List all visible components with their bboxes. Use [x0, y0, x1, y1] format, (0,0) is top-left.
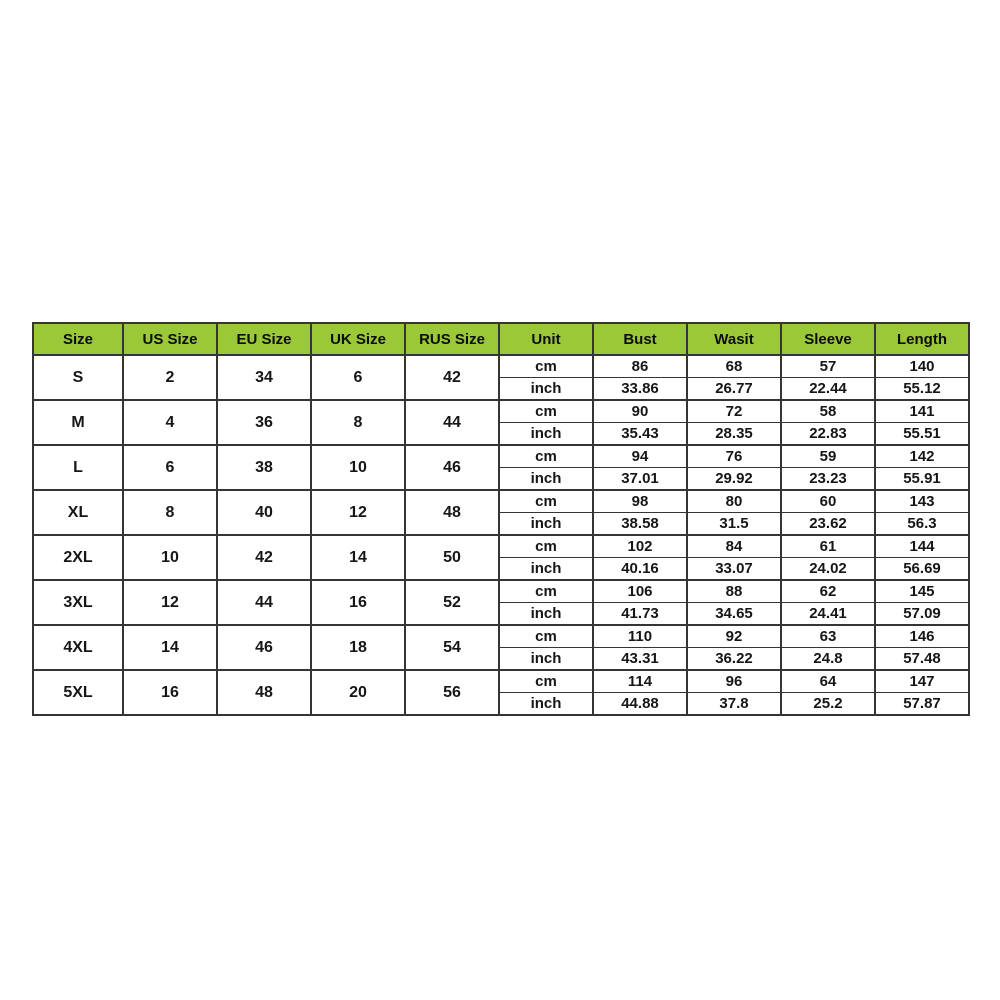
length-cell: 57.87 — [875, 693, 969, 716]
sleeve-cell: 61 — [781, 535, 875, 558]
size-chart-wrapper — [32, 322, 970, 716]
unit-cell: cm — [499, 625, 593, 648]
sleeve-cell: 24.02 — [781, 558, 875, 581]
size-cell: 4XL — [33, 625, 123, 670]
uk-size-cell: 12 — [311, 490, 405, 535]
us-size-cell: 6 — [123, 445, 217, 490]
rus-size-cell: 46 — [405, 445, 499, 490]
length-cell: 55.51 — [875, 423, 969, 446]
bust-cell: 114 — [593, 670, 687, 693]
sleeve-cell: 24.8 — [781, 648, 875, 671]
eu-size-cell: 38 — [217, 445, 311, 490]
col-header-sleeve: Sleeve — [781, 323, 875, 355]
waist-cell: 76 — [687, 445, 781, 468]
waist-cell: 37.8 — [687, 693, 781, 716]
rus-size-cell: 52 — [405, 580, 499, 625]
sleeve-cell: 64 — [781, 670, 875, 693]
length-cell: 141 — [875, 400, 969, 423]
us-size-cell: 16 — [123, 670, 217, 715]
bust-cell: 90 — [593, 400, 687, 423]
length-cell: 145 — [875, 580, 969, 603]
uk-size-cell: 14 — [311, 535, 405, 580]
unit-cell: inch — [499, 423, 593, 446]
uk-size-cell: 10 — [311, 445, 405, 490]
table-row — [33, 400, 969, 423]
size-table-body — [33, 355, 969, 715]
sleeve-cell: 60 — [781, 490, 875, 513]
rus-size-cell: 56 — [405, 670, 499, 715]
waist-cell: 92 — [687, 625, 781, 648]
col-header-uk-size: UK Size — [311, 323, 405, 355]
table-row — [33, 625, 969, 648]
sleeve-cell: 23.23 — [781, 468, 875, 491]
size-chart-table — [32, 322, 970, 716]
waist-cell: 31.5 — [687, 513, 781, 536]
sleeve-cell: 57 — [781, 355, 875, 378]
eu-size-cell: 46 — [217, 625, 311, 670]
unit-cell: inch — [499, 378, 593, 401]
bust-cell: 40.16 — [593, 558, 687, 581]
bust-cell: 43.31 — [593, 648, 687, 671]
size-cell: 5XL — [33, 670, 123, 715]
unit-cell: inch — [499, 648, 593, 671]
us-size-cell: 2 — [123, 355, 217, 400]
eu-size-cell: 36 — [217, 400, 311, 445]
us-size-cell: 10 — [123, 535, 217, 580]
table-row — [33, 355, 969, 378]
rus-size-cell: 54 — [405, 625, 499, 670]
rus-size-cell: 42 — [405, 355, 499, 400]
length-cell: 55.91 — [875, 468, 969, 491]
unit-cell: cm — [499, 580, 593, 603]
unit-cell: inch — [499, 468, 593, 491]
bust-cell: 106 — [593, 580, 687, 603]
length-cell: 140 — [875, 355, 969, 378]
length-cell: 143 — [875, 490, 969, 513]
eu-size-cell: 42 — [217, 535, 311, 580]
bust-cell: 94 — [593, 445, 687, 468]
sleeve-cell: 62 — [781, 580, 875, 603]
unit-cell: cm — [499, 400, 593, 423]
length-cell: 142 — [875, 445, 969, 468]
waist-cell: 29.92 — [687, 468, 781, 491]
unit-cell: cm — [499, 670, 593, 693]
length-cell: 56.69 — [875, 558, 969, 581]
bust-cell: 102 — [593, 535, 687, 558]
unit-cell: inch — [499, 693, 593, 716]
bust-cell: 86 — [593, 355, 687, 378]
waist-cell: 33.07 — [687, 558, 781, 581]
unit-cell: cm — [499, 490, 593, 513]
header-row — [33, 323, 969, 355]
us-size-cell: 12 — [123, 580, 217, 625]
bust-cell: 33.86 — [593, 378, 687, 401]
uk-size-cell: 18 — [311, 625, 405, 670]
eu-size-cell: 44 — [217, 580, 311, 625]
rus-size-cell: 48 — [405, 490, 499, 535]
us-size-cell: 14 — [123, 625, 217, 670]
waist-cell: 88 — [687, 580, 781, 603]
waist-cell: 26.77 — [687, 378, 781, 401]
waist-cell: 96 — [687, 670, 781, 693]
size-cell: 3XL — [33, 580, 123, 625]
waist-cell: 34.65 — [687, 603, 781, 626]
us-size-cell: 4 — [123, 400, 217, 445]
sleeve-cell: 22.44 — [781, 378, 875, 401]
col-header-waist: Wasit — [687, 323, 781, 355]
rus-size-cell: 50 — [405, 535, 499, 580]
waist-cell: 84 — [687, 535, 781, 558]
uk-size-cell: 6 — [311, 355, 405, 400]
table-row — [33, 490, 969, 513]
sleeve-cell: 63 — [781, 625, 875, 648]
sleeve-cell: 23.62 — [781, 513, 875, 536]
unit-cell: inch — [499, 558, 593, 581]
unit-cell: cm — [499, 535, 593, 558]
sleeve-cell: 25.2 — [781, 693, 875, 716]
rus-size-cell: 44 — [405, 400, 499, 445]
col-header-length: Length — [875, 323, 969, 355]
col-header-us-size: US Size — [123, 323, 217, 355]
col-header-rus-size: RUS Size — [405, 323, 499, 355]
bust-cell: 37.01 — [593, 468, 687, 491]
length-cell: 57.09 — [875, 603, 969, 626]
eu-size-cell: 48 — [217, 670, 311, 715]
bust-cell: 38.58 — [593, 513, 687, 536]
unit-cell: cm — [499, 445, 593, 468]
unit-cell: cm — [499, 355, 593, 378]
length-cell: 57.48 — [875, 648, 969, 671]
table-row — [33, 445, 969, 468]
size-cell: 2XL — [33, 535, 123, 580]
sleeve-cell: 24.41 — [781, 603, 875, 626]
eu-size-cell: 34 — [217, 355, 311, 400]
eu-size-cell: 40 — [217, 490, 311, 535]
waist-cell: 72 — [687, 400, 781, 423]
sleeve-cell: 22.83 — [781, 423, 875, 446]
sleeve-cell: 58 — [781, 400, 875, 423]
size-cell: M — [33, 400, 123, 445]
bust-cell: 41.73 — [593, 603, 687, 626]
length-cell: 144 — [875, 535, 969, 558]
length-cell: 146 — [875, 625, 969, 648]
uk-size-cell: 8 — [311, 400, 405, 445]
waist-cell: 80 — [687, 490, 781, 513]
bust-cell: 35.43 — [593, 423, 687, 446]
bust-cell: 98 — [593, 490, 687, 513]
size-cell: L — [33, 445, 123, 490]
col-header-bust: Bust — [593, 323, 687, 355]
size-cell: XL — [33, 490, 123, 535]
waist-cell: 68 — [687, 355, 781, 378]
unit-cell: inch — [499, 513, 593, 536]
bust-cell: 44.88 — [593, 693, 687, 716]
unit-cell: inch — [499, 603, 593, 626]
length-cell: 56.3 — [875, 513, 969, 536]
table-row — [33, 580, 969, 603]
col-header-unit: Unit — [499, 323, 593, 355]
length-cell: 147 — [875, 670, 969, 693]
us-size-cell: 8 — [123, 490, 217, 535]
table-row — [33, 670, 969, 693]
col-header-eu-size: EU Size — [217, 323, 311, 355]
waist-cell: 36.22 — [687, 648, 781, 671]
uk-size-cell: 16 — [311, 580, 405, 625]
table-row — [33, 535, 969, 558]
waist-cell: 28.35 — [687, 423, 781, 446]
bust-cell: 110 — [593, 625, 687, 648]
sleeve-cell: 59 — [781, 445, 875, 468]
uk-size-cell: 20 — [311, 670, 405, 715]
length-cell: 55.12 — [875, 378, 969, 401]
size-cell: S — [33, 355, 123, 400]
col-header-size: Size — [33, 323, 123, 355]
